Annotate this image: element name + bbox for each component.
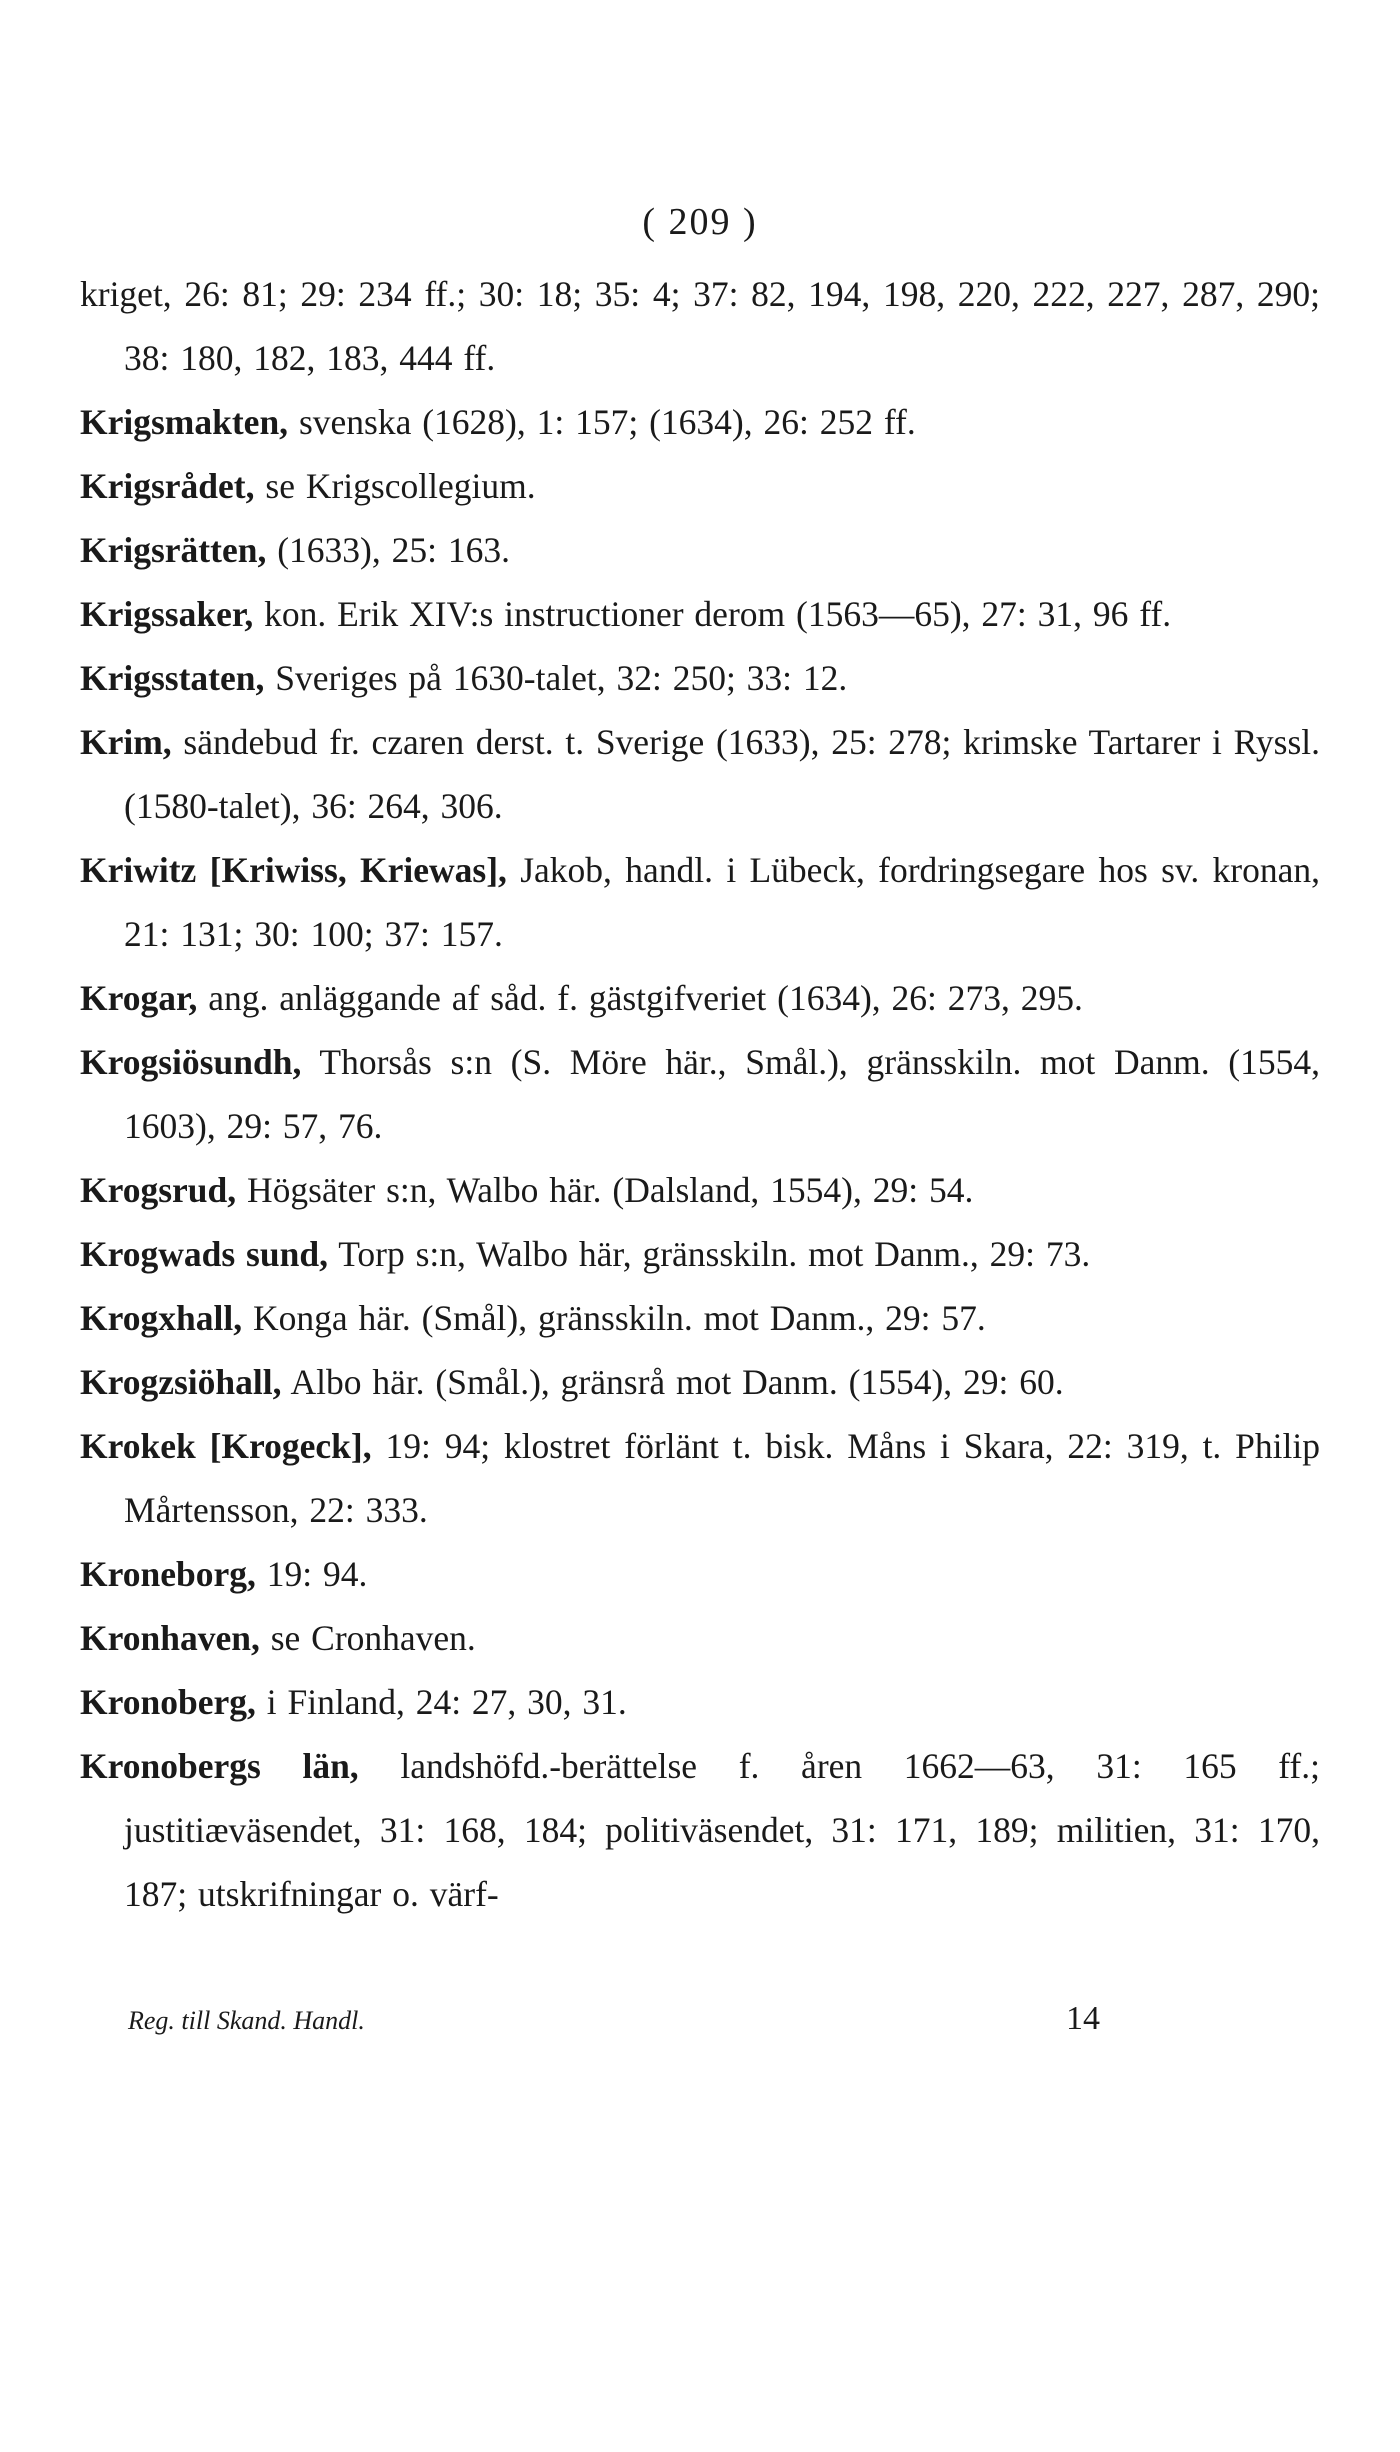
index-entry [80,1606,1320,1670]
entry-text: Thorsås s:n (S. Möre här., Smål.), gränsskiln. mot Danm. (1554, 1603), 29: 57, 76. [124,1042,1321,1146]
index-entry [80,262,1320,390]
index-entry [80,1030,1320,1158]
entry-body [80,518,1320,582]
entry-text: Konga här. (Smål), gränsskiln. mot Danm., 29: 57. [252,1298,986,1338]
entry-headword: Krogzsiöhall, [80,1362,282,1402]
entry-headword: Krogsrud, [80,1170,237,1210]
page-number: ( 209 ) [642,201,758,243]
entry-text: 19: 94; klostret förlänt t. bisk. Måns i Skara, 22: 319, t. Philip Mårtensson, 22: 333. [124,1426,1320,1530]
entry-headword: Kronoberg, [80,1682,256,1722]
entry-text: sändebud fr. czaren derst. t. Sverige (1633), 25: 278; krimske Tartarer i Ryssl. (1580-talet), 36: 264, 306. [124,722,1320,826]
entry-body [80,1286,1320,1350]
entry-text: Högsäter s:n, Walbo här. (Dalsland, 1554), 29: 54. [247,1170,974,1210]
index-entry [80,518,1320,582]
index-entry [80,1542,1320,1606]
index-entry [80,1286,1320,1350]
index-entry [80,1414,1320,1542]
entry-body [80,262,1320,390]
entry-body [80,1222,1320,1286]
entry-body [80,1030,1320,1158]
entry-body [80,1414,1320,1542]
entry-headword: Krogxhall, [80,1298,243,1338]
entry-body [80,1606,1320,1670]
entry-text: Albo här. (Smål.), gränsrå mot Danm. (1554), 29: 60. [290,1362,1064,1402]
index-entry [80,710,1320,838]
index-entry [80,1158,1320,1222]
index-entry [80,1350,1320,1414]
printer-signature: Reg. till Skand. Handl. [128,2006,365,2035]
entry-text: svenska (1628), 1: 157; (1634), 26: 252 ff. [298,402,916,442]
entry-headword: Krim, [80,722,172,762]
entry-body [80,646,1320,710]
entry-headword: Kroneborg, [80,1554,256,1594]
entry-text: kriget, 26: 81; 29: 234 ff.; 30: 18; 35: 4; 37: 82, 194, 198, 220, 222, 227, 287, 290; 38: 180, 182, 183, 444 ff. [80,274,1320,378]
entry-text: 19: 94. [266,1554,368,1594]
entry-text: Torp s:n, Walbo här, gränsskiln. mot Danm., 29: 73. [338,1234,1091,1274]
entry-body [80,1350,1320,1414]
entry-headword: Kronhaven, [80,1618,260,1658]
index-entry [80,582,1320,646]
entry-headword: Krigsrådet, [80,466,255,506]
entry-headword: Krigsmakten, [80,402,289,442]
entry-text: Jakob, handl. i Lübeck, fordringsegare hos sv. kronan, 21: 131; 30: 100; 37: 157. [124,850,1320,954]
index-entry [80,1670,1320,1734]
entry-headword: Krigsstaten, [80,658,265,698]
entry-headword: Kriwitz [Kriwiss, Kriewas], [80,850,507,890]
index-entry [80,646,1320,710]
entry-body [80,454,1320,518]
entry-text: ang. anläggande af såd. f. gästgifveriet (1634), 26: 273, 295. [208,978,1083,1018]
index-entry [80,454,1320,518]
entry-body [80,390,1320,454]
entry-body [80,1542,1320,1606]
entry-text: Sveriges på 1630-talet, 32: 250; 33: 12. [275,658,848,698]
entry-headword: Krokek [Krogeck], [80,1426,372,1466]
entry-headword: Krogar, [80,978,198,1018]
entry-headword: Krigsrätten, [80,530,267,570]
index-entry [80,1222,1320,1286]
index-entry [80,390,1320,454]
index-entry [80,838,1320,966]
entry-body [80,1670,1320,1734]
sheet-number: 14 [1066,2000,1100,2037]
page-footer [128,2000,1228,2056]
entry-body [80,966,1320,1030]
entry-text: i Finland, 24: 27, 30, 31. [266,1682,627,1722]
entry-text: se Cronhaven. [270,1618,476,1658]
index-entry [80,1734,1320,1926]
entry-headword: Krigssaker, [80,594,254,634]
entry-headword: Krogwads sund, [80,1234,328,1274]
entry-body [80,710,1320,838]
entry-body [80,582,1320,646]
entry-text: kon. Erik XIV:s instructioner derom (1563—65), 27: 31, 96 ff. [264,594,1172,634]
entry-text: landshöfd.-berättelse f. åren 1662—63, 31: 165 ff.; justitiæväsendet, 31: 168, 184; politiväsendet, 31: 171, 189; militien, 31: 170, 187; utskrifningar o. värf- [124,1746,1320,1914]
entry-body [80,1734,1320,1926]
index-entry [80,966,1320,1030]
entry-headword: Krogsiösundh, [80,1042,302,1082]
entry-body [80,1158,1320,1222]
index-entries [80,262,1320,1926]
entry-body [80,838,1320,966]
entry-headword: Kronobergs län, [80,1746,359,1786]
entry-text: se Krigscollegium. [265,466,536,506]
entry-text: (1633), 25: 163. [277,530,510,570]
